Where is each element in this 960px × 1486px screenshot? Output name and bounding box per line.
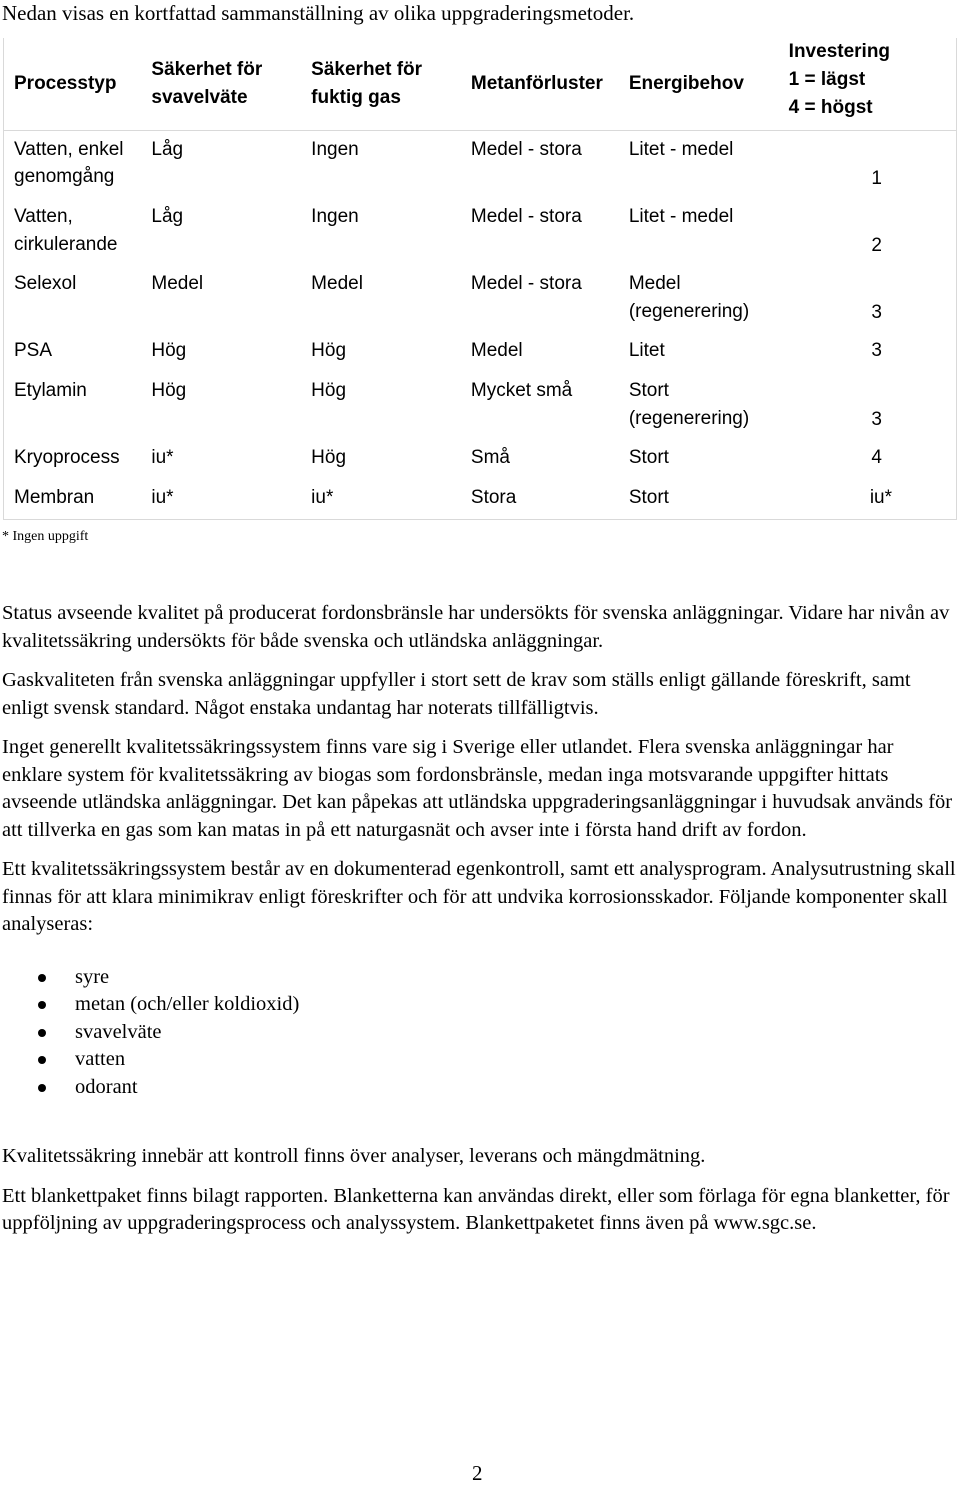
paragraph: Inget generellt kvalitetssäkringssystem finns vare sig i Sverige eller utlandet. Flera svenska anläggningar har enklare system för kvalitetssäkring av biogas som fordonsbränsle, medan inga motsvarande uppgifter hittats avseende utländska anläggningar. Det kan påpekas att utländska uppgraderingsanläggningar i huvudsak används för att tillverka en gas som kan matas in på ett naturgasnät och avser inte i första hand drift av fordon. [2, 736, 953, 841]
table-row [4, 332, 957, 372]
table-cell-fuktig-gas: Hög [311, 447, 347, 468]
table-footnote: * Ingen uppgift [2, 529, 89, 544]
table-cell-energibehov: Stort [628, 487, 669, 508]
table-cell-investering: 2 [871, 234, 882, 256]
table-row [4, 198, 957, 265]
header-svavelvate: Säkerhet för svavelväte [151, 58, 263, 108]
table-row [4, 130, 957, 198]
table-cell-fuktig-gas: Ingen [311, 138, 359, 160]
table-cell-metanforluster: Mycket små [470, 380, 573, 401]
table-cell-energibehov: Litet - medel [628, 138, 734, 160]
table-cell-metanforluster: Medel - stora [470, 206, 582, 227]
table-cell-processtyp: Kryoprocess [14, 447, 120, 468]
bullet-icon [38, 1029, 46, 1037]
table-cell-metanforluster: Medel [470, 340, 523, 361]
table-cell-metanforluster: Medel - stora [470, 138, 582, 160]
upgrade-methods-table [3, 38, 957, 520]
header-fuktig-gas: Säkerhet för fuktig gas [311, 58, 423, 108]
table-row [4, 439, 957, 479]
list-item-label: metan (och/eller koldioxid) [75, 993, 300, 1015]
table-cell-investering: iu* [869, 487, 892, 508]
table-cell-investering: 3 [871, 301, 882, 323]
table-cell-svavelvate: Medel [151, 273, 204, 294]
header-energibehov: Energibehov [628, 73, 744, 94]
table-row [4, 372, 957, 439]
bullet-icon [38, 1084, 46, 1092]
table-cell-fuktig-gas: Hög [311, 380, 347, 401]
table-cell-processtyp: Selexol [14, 273, 77, 294]
table-cell-metanforluster: Stora [470, 487, 517, 508]
table-cell-processtyp: Vatten, enkel genomgång [14, 138, 124, 187]
list-item-label: vatten [75, 1048, 126, 1070]
table-cell-energibehov: Litet - medel [628, 206, 734, 227]
list-item [2, 1046, 958, 1074]
list-item-label: syre [75, 965, 110, 988]
list-item-label: odorant [75, 1075, 138, 1098]
table-cell-svavelvate: Låg [151, 138, 184, 160]
table-cell-processtyp: PSA [14, 340, 53, 361]
paragraph: Kvalitetssäkring innebär att kontroll finns över analyser, leverans och mängdmätning. [2, 1145, 706, 1167]
table-cell-fuktig-gas: iu* [311, 487, 334, 508]
list-item-label: svavelväte [75, 1020, 162, 1043]
table-cell-investering: 3 [871, 408, 882, 430]
bullet-icon [38, 1001, 46, 1009]
table-cell-energibehov: Stort (regenerering) [628, 380, 750, 429]
bullet-icon [38, 974, 46, 982]
table-cell-metanforluster: Medel - stora [470, 273, 582, 294]
table-row [4, 265, 957, 332]
table-cell-svavelvate: iu* [151, 487, 174, 508]
table-cell-energibehov: Litet [628, 340, 665, 361]
table-cell-svavelvate: iu* [151, 447, 174, 468]
table-cell-energibehov: Stort [628, 447, 669, 468]
body-text [2, 600, 958, 1250]
table-cell-investering: 1 [871, 167, 882, 189]
page-number: 2 [472, 1461, 483, 1485]
list-item [2, 1074, 958, 1102]
components-list [2, 964, 958, 1102]
paragraph: Status avseende kvalitet på producerat fordonsbränsle har undersökts för svenska anläggningar. Vidare har nivån av kvalitetssäkring undersökts för både svenska och utländska anläggningar. [2, 602, 950, 652]
table-cell-svavelvate: Hög [151, 340, 187, 361]
header-metanforluster: Metanförluster [470, 73, 603, 94]
table-cell-processtyp: Vatten, cirkulerande [14, 206, 118, 255]
table-header-row [4, 38, 957, 130]
table-cell-svavelvate: Hög [151, 380, 187, 401]
list-item [2, 964, 958, 992]
table-cell-metanforluster: Små [470, 447, 510, 468]
list-item [2, 1019, 958, 1047]
table-cell-investering: 4 [871, 447, 882, 468]
table-cell-fuktig-gas: Medel [311, 273, 363, 294]
paragraph: Ett blankettpaket finns bilagt rapporten. Blanketterna kan användas direkt, eller som förlaga för egna blanketter, för uppföljning av uppgraderingsprocess och analyssystem. Blankettpaketet finns även på www.sgc.se. [2, 1184, 950, 1234]
paragraph: Gaskvaliteten från svenska anläggningar uppfyller i stort sett de krav som ställs enligt gällande föreskrift, samt enligt svensk standard. Något enstaka undantag har noterats tillfälligtvis. [2, 669, 911, 719]
table-cell-fuktig-gas: Ingen [311, 206, 359, 227]
table-cell-processtyp: Membran [14, 487, 95, 508]
table-cell-investering: 3 [871, 340, 882, 361]
table-cell-svavelvate: Låg [151, 206, 184, 227]
table-cell-processtyp: Etylamin [14, 380, 87, 401]
table-cell-fuktig-gas: Hög [311, 340, 347, 361]
header-investering: Investering 1 = lägst 4 = högst [788, 41, 891, 118]
header-processtyp: Processtyp [14, 73, 117, 94]
intro-text: Nedan visas en kortfattad sammanställning av olika uppgraderingsmetoder. [2, 1, 635, 25]
list-item [2, 991, 958, 1019]
table-row [4, 479, 957, 519]
paragraph: Ett kvalitetssäkringssystem består av en dokumenterad egenkontroll, samt ett analysprogram. Analysutrustning skall finnas för att klara minimikrav enligt föreskrifter och för att undvika korrosionsskador. Följande komponenter skall analyseras: [2, 858, 956, 935]
bullet-icon [38, 1056, 46, 1064]
table-cell-energibehov: Medel (regenerering) [628, 273, 750, 322]
